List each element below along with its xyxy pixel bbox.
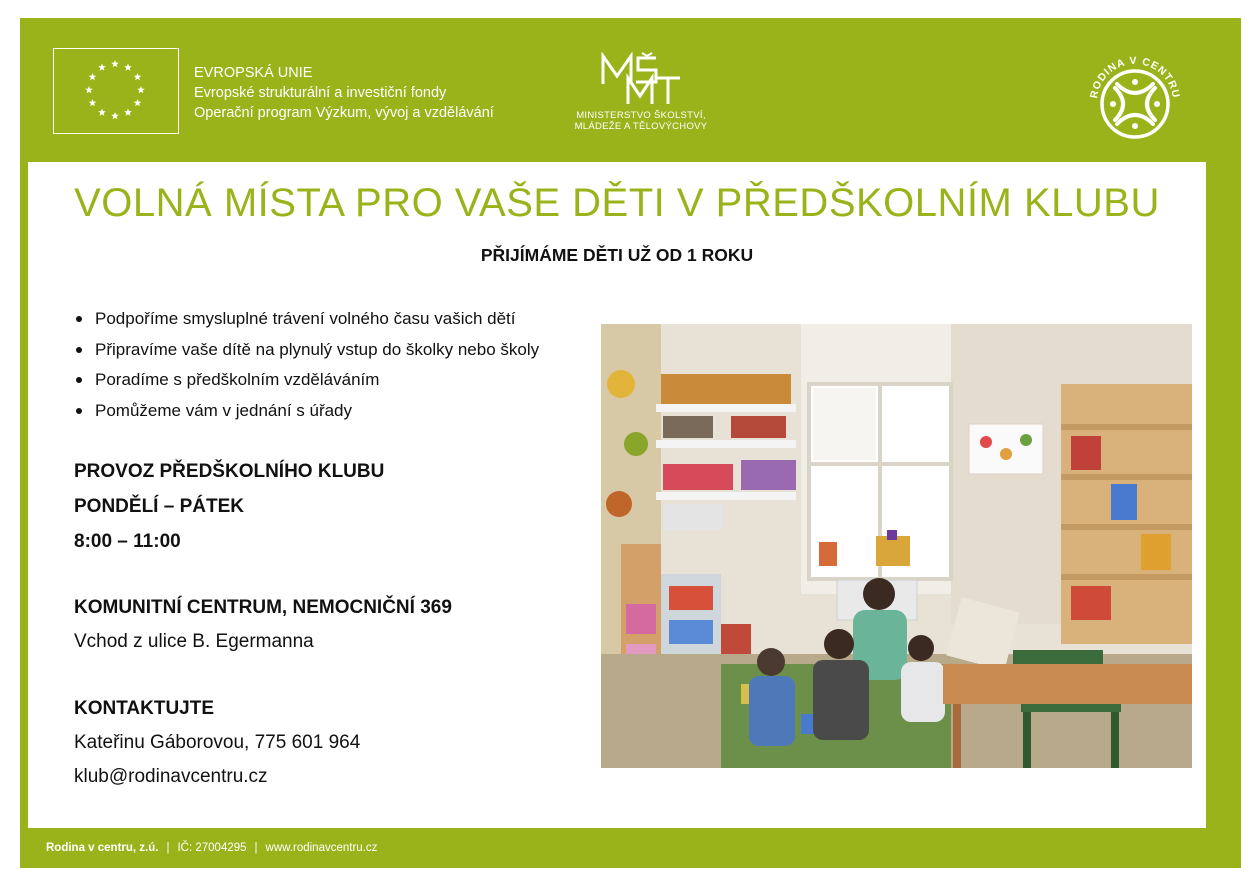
eu-star-icon [98,109,106,116]
eu-line-2: Evropské strukturální a investiční fondy [194,85,447,101]
eu-star-icon [111,60,119,67]
page-title: VOLNÁ MÍSTA PRO VAŠE DĚTI V PŘEDŠKOLNÍM KLUBU [74,181,1160,225]
schedule-heading: PROVOZ PŘEDŠKOLNÍHO KLUBU [74,461,385,482]
eu-line-1: EVROPSKÁ UNIE [194,65,313,81]
contact-person: Kateřinu Gáborovou, 775 601 964 [74,732,361,753]
classroom-photo-image [601,324,1192,768]
benefits-list [74,306,539,428]
msmt-logo [600,52,682,113]
eu-star-icon [111,112,119,119]
eu-star-icon [124,109,132,116]
eu-stars-icon [54,49,177,132]
msmt-mark-icon [600,52,682,108]
eu-star-icon [85,86,93,93]
eu-star-icon [134,73,142,80]
footer-separator: | [254,842,258,854]
msmt-line-2: MLÁDEŽE A TĚLOVÝCHOVY [574,121,708,132]
contact-heading: KONTAKTUJTE [74,698,215,719]
msmt-line-1: MINISTERSTVO ŠKOLSTVÍ, [576,110,706,121]
benefit-item: Poradíme s předškolním vzděláváním [74,367,539,398]
eu-star-icon [98,63,106,70]
eu-star-icon [134,99,142,106]
eu-caption [194,63,494,123]
rodina-v-centru-icon [1083,54,1187,142]
location-entrance: Vchod z ulice B. Egermanna [74,631,314,652]
schedule-hours: 8:00 – 11:00 [74,531,181,552]
eu-star-icon [137,86,145,93]
schedule-days: PONDĚLÍ – PÁTEK [74,496,244,517]
footer [46,842,377,854]
eu-line-3: Operační program Výzkum, vývoj a vzdělávání [194,105,494,121]
footer-separator: | [166,842,170,854]
benefit-item: Podpoříme smysluplné trávení volného času vašich dětí [74,306,539,337]
contact-email: klub@rodinavcentru.cz [74,766,268,787]
eu-star-icon [124,63,132,70]
benefit-item: Pomůžeme vám v jednání s úřady [74,398,539,429]
footer-org: Rodina v centru, z.ú. [46,842,159,854]
eu-star-icon [89,99,97,106]
rvc-logo-text: RODINA V CENTRU [1088,54,1182,100]
eu-flag-logo [53,48,179,134]
classroom-photo [601,324,1192,768]
msmt-caption [558,110,724,132]
location-heading: KOMUNITNÍ CENTRUM, NEMOCNIČNÍ 369 [74,597,452,618]
eu-star-icon [89,73,97,80]
benefit-item: Připravíme vaše dítě na plynulý vstup do školky nebo školy [74,337,539,368]
footer-ic: IČ: 27004295 [177,842,247,854]
rodina-v-centru-logo [1083,54,1187,147]
footer-web[interactable]: www.rodinavcentru.cz [265,842,378,854]
page-subtitle: PŘIJÍMÁME DĚTI UŽ OD 1 ROKU [480,245,754,265]
